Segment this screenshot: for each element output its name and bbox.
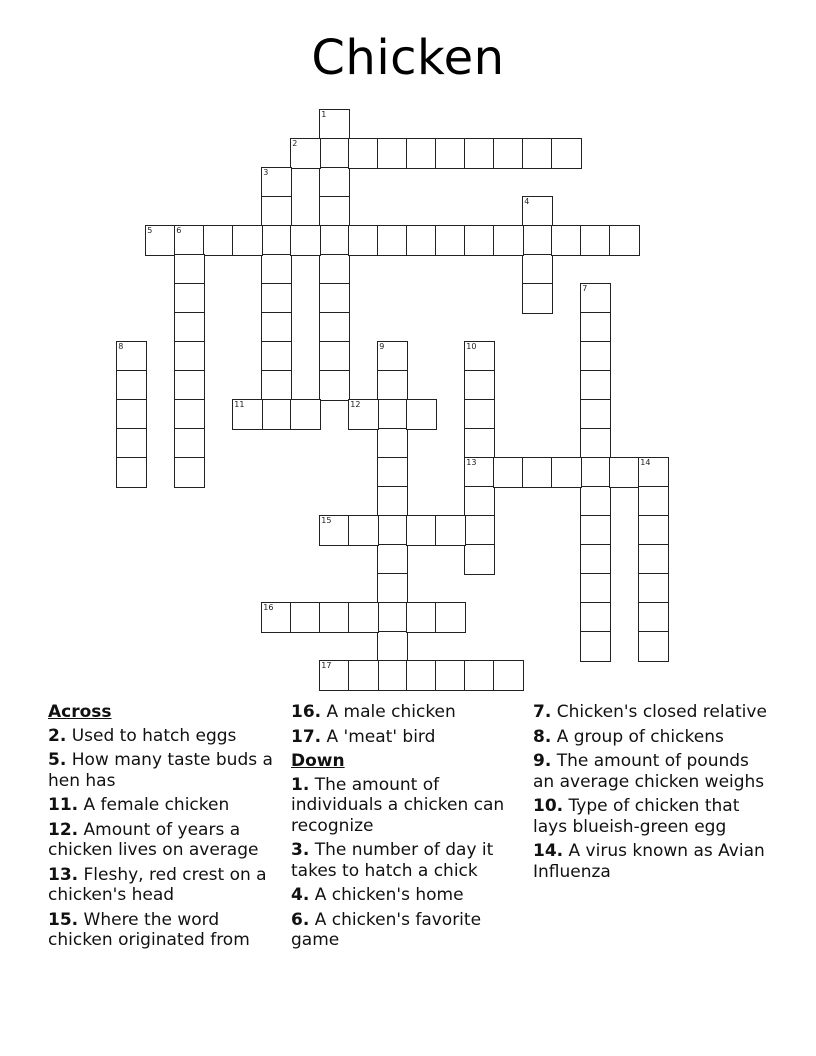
grid-cell[interactable] bbox=[116, 399, 147, 430]
grid-cell[interactable] bbox=[638, 486, 669, 517]
grid-cell[interactable] bbox=[261, 283, 292, 314]
clue-down-3 bbox=[291, 840, 527, 881]
cell-number: 7 bbox=[582, 284, 588, 294]
grid-cell[interactable] bbox=[261, 254, 292, 285]
grid-cell[interactable] bbox=[638, 457, 669, 488]
clue-across-16 bbox=[291, 702, 527, 723]
grid-cell[interactable] bbox=[377, 660, 408, 691]
grid-cell[interactable] bbox=[232, 399, 263, 430]
grid-cell[interactable] bbox=[638, 515, 669, 546]
grid-cell[interactable] bbox=[116, 370, 147, 401]
grid-cell[interactable] bbox=[493, 457, 524, 488]
grid-cell[interactable] bbox=[377, 573, 408, 604]
grid-cell[interactable] bbox=[464, 399, 495, 430]
grid-cell[interactable] bbox=[580, 312, 611, 343]
clue-number: 6. bbox=[291, 909, 310, 930]
grid-cell[interactable] bbox=[493, 225, 524, 256]
clue-across-5 bbox=[48, 750, 284, 791]
grid-cell[interactable] bbox=[406, 515, 437, 546]
grid-cell[interactable] bbox=[464, 225, 495, 256]
cell-number: 8 bbox=[118, 342, 124, 352]
clue-number: 11. bbox=[48, 795, 79, 815]
grid-cell[interactable] bbox=[464, 486, 495, 517]
grid-cell[interactable] bbox=[377, 486, 408, 517]
grid-cell[interactable] bbox=[319, 283, 350, 314]
grid-cell[interactable] bbox=[522, 457, 553, 488]
cell-number: 2 bbox=[292, 139, 298, 149]
clue-number: 2. bbox=[48, 725, 67, 746]
grid-cell[interactable] bbox=[435, 660, 466, 691]
cell-number: 9 bbox=[379, 342, 385, 352]
grid-cell[interactable] bbox=[319, 109, 350, 140]
cell-number: 14 bbox=[640, 458, 651, 468]
grid-cell[interactable] bbox=[406, 225, 437, 256]
clue-down-1 bbox=[291, 775, 527, 837]
grid-cell[interactable] bbox=[319, 660, 350, 691]
clue-text: The amount of individuals a chicken can recognize bbox=[291, 774, 505, 836]
clue-number: 16. bbox=[291, 702, 322, 722]
grid-cell[interactable] bbox=[319, 515, 350, 546]
grid-cell[interactable] bbox=[261, 167, 292, 198]
grid-cell[interactable] bbox=[290, 399, 321, 430]
puzzle-title: Chicken bbox=[311, 30, 505, 86]
grid-cell[interactable] bbox=[377, 631, 408, 662]
grid-cell[interactable] bbox=[203, 225, 234, 256]
grid-cell[interactable] bbox=[464, 370, 495, 401]
grid-cell[interactable] bbox=[377, 370, 408, 401]
clue-across-15 bbox=[48, 910, 284, 951]
grid-cell[interactable] bbox=[261, 602, 292, 633]
clue-text: A chicken's home bbox=[309, 885, 464, 905]
grid-cell[interactable] bbox=[377, 457, 408, 488]
clue-text: The amount of pounds an average chicken weighs bbox=[533, 751, 765, 792]
clue-text: The number of day it takes to hatch a chick bbox=[291, 840, 494, 881]
clues-column-3 bbox=[533, 702, 773, 886]
clue-number: 17. bbox=[291, 726, 322, 747]
grid-cell[interactable] bbox=[116, 428, 147, 459]
grid-cell[interactable] bbox=[377, 138, 408, 169]
cell-number: 17 bbox=[321, 661, 332, 671]
grid-cell[interactable] bbox=[145, 225, 176, 256]
grid-cell[interactable] bbox=[435, 602, 466, 633]
clue-number: 3. bbox=[291, 840, 310, 860]
grid-cell[interactable] bbox=[580, 399, 611, 430]
grid-cell[interactable] bbox=[580, 225, 611, 256]
clue-text: A group of chickens bbox=[551, 726, 724, 747]
clue-number: 7. bbox=[533, 702, 552, 722]
grid-cell[interactable] bbox=[522, 225, 553, 256]
grid-cell[interactable] bbox=[319, 312, 350, 343]
clue-number: 15. bbox=[48, 909, 79, 930]
clue-across-11 bbox=[48, 795, 284, 816]
clue-number: 1. bbox=[291, 774, 310, 795]
cell-number: 3 bbox=[263, 168, 269, 178]
clue-text: A male chicken bbox=[321, 702, 456, 722]
grid-cell[interactable] bbox=[319, 167, 350, 198]
grid-cell[interactable] bbox=[464, 457, 495, 488]
grid-cell[interactable] bbox=[580, 515, 611, 546]
grid-cell[interactable] bbox=[377, 544, 408, 575]
grid-cell[interactable] bbox=[116, 457, 147, 488]
grid-cell[interactable] bbox=[377, 428, 408, 459]
grid-cell[interactable] bbox=[522, 196, 553, 227]
grid-cell[interactable] bbox=[319, 370, 350, 401]
grid-cell[interactable] bbox=[464, 515, 495, 546]
grid-cell[interactable] bbox=[464, 660, 495, 691]
clue-text: Amount of years a chicken lives on average bbox=[48, 819, 259, 860]
grid-cell[interactable] bbox=[580, 283, 611, 314]
clue-number: 13. bbox=[48, 864, 79, 885]
grid-cell[interactable] bbox=[290, 225, 321, 256]
grid-cell[interactable] bbox=[377, 399, 408, 430]
clue-down-7 bbox=[533, 702, 773, 723]
cell-number: 6 bbox=[176, 226, 182, 236]
grid-cell[interactable] bbox=[580, 602, 611, 633]
clues-column-2 bbox=[291, 702, 527, 955]
across-heading: Across bbox=[48, 702, 112, 722]
clue-across-17 bbox=[291, 727, 527, 748]
grid-cell[interactable] bbox=[377, 225, 408, 256]
grid-cell[interactable] bbox=[580, 573, 611, 604]
grid-cell[interactable] bbox=[174, 428, 205, 459]
grid-cell[interactable] bbox=[116, 341, 147, 372]
grid-cell[interactable] bbox=[551, 138, 582, 169]
grid-cell[interactable] bbox=[406, 138, 437, 169]
clue-across-2 bbox=[48, 726, 284, 747]
grid-cell[interactable] bbox=[464, 341, 495, 372]
clue-number: 9. bbox=[533, 751, 552, 771]
grid-cell[interactable] bbox=[261, 399, 292, 430]
clue-number: 10. bbox=[533, 796, 564, 816]
grid-cell[interactable] bbox=[290, 138, 321, 169]
grid-cell[interactable] bbox=[261, 341, 292, 372]
grid-cell[interactable] bbox=[638, 602, 669, 633]
grid-cell[interactable] bbox=[435, 515, 466, 546]
clue-down-8 bbox=[533, 727, 773, 748]
grid-cell[interactable] bbox=[580, 544, 611, 575]
grid-cell[interactable] bbox=[174, 370, 205, 401]
grid-cell[interactable] bbox=[377, 515, 408, 546]
grid-cell[interactable] bbox=[464, 544, 495, 575]
grid-cell[interactable] bbox=[493, 138, 524, 169]
grid-cell[interactable] bbox=[319, 341, 350, 372]
grid-cell[interactable] bbox=[580, 370, 611, 401]
grid-cell[interactable] bbox=[348, 660, 379, 691]
clue-text: Used to hatch eggs bbox=[66, 725, 237, 746]
grid-cell[interactable] bbox=[319, 602, 350, 633]
grid-cell[interactable] bbox=[551, 225, 582, 256]
crossword-grid bbox=[117, 110, 697, 700]
grid-cell[interactable] bbox=[174, 457, 205, 488]
cell-number: 5 bbox=[147, 226, 153, 236]
cell-number: 12 bbox=[350, 400, 361, 410]
grid-cell[interactable] bbox=[522, 138, 553, 169]
grid-cell[interactable] bbox=[638, 573, 669, 604]
clue-down-4 bbox=[291, 885, 527, 906]
grid-cell[interactable] bbox=[261, 196, 292, 227]
cell-number: 13 bbox=[466, 458, 477, 468]
grid-cell[interactable] bbox=[435, 138, 466, 169]
grid-cell[interactable] bbox=[319, 225, 350, 256]
grid-cell[interactable] bbox=[580, 631, 611, 662]
cell-number: 10 bbox=[466, 342, 477, 352]
cell-number: 11 bbox=[234, 400, 245, 410]
grid-cell[interactable] bbox=[348, 515, 379, 546]
grid-cell[interactable] bbox=[261, 312, 292, 343]
clue-text: A 'meat' bird bbox=[321, 726, 436, 747]
clue-text: Type of chicken that lays blueish-green egg bbox=[533, 796, 740, 837]
grid-cell[interactable] bbox=[580, 457, 611, 488]
grid-cell[interactable] bbox=[493, 660, 524, 691]
grid-cell[interactable] bbox=[319, 254, 350, 285]
grid-cell[interactable] bbox=[319, 196, 350, 227]
grid-cell[interactable] bbox=[348, 138, 379, 169]
clue-text: Where the word chicken originated from bbox=[48, 909, 250, 950]
clue-text: How many taste buds a hen has bbox=[48, 750, 273, 791]
grid-cell[interactable] bbox=[174, 225, 205, 256]
grid-cell[interactable] bbox=[348, 602, 379, 633]
clue-across-12 bbox=[48, 820, 284, 861]
grid-cell[interactable] bbox=[609, 225, 640, 256]
grid-cell[interactable] bbox=[348, 225, 379, 256]
clue-text: Chicken's closed relative bbox=[551, 702, 767, 722]
clue-text: A virus known as Avian Influenza bbox=[533, 841, 765, 882]
clue-text: Fleshy, red crest on a chicken's head bbox=[48, 864, 267, 905]
clue-down-9 bbox=[533, 751, 773, 792]
grid-cell[interactable] bbox=[551, 457, 582, 488]
cell-number: 1 bbox=[321, 110, 327, 120]
grid-cell[interactable] bbox=[464, 138, 495, 169]
grid-cell[interactable] bbox=[638, 631, 669, 662]
clue-down-10 bbox=[533, 796, 773, 837]
grid-cell[interactable] bbox=[406, 660, 437, 691]
grid-cell[interactable] bbox=[406, 399, 437, 430]
grid-cell[interactable] bbox=[464, 428, 495, 459]
grid-cell[interactable] bbox=[435, 225, 466, 256]
grid-cell[interactable] bbox=[261, 370, 292, 401]
grid-cell[interactable] bbox=[174, 399, 205, 430]
clue-number: 4. bbox=[291, 885, 310, 905]
grid-cell[interactable] bbox=[638, 544, 669, 575]
clue-number: 5. bbox=[48, 750, 67, 770]
grid-cell[interactable] bbox=[174, 341, 205, 372]
grid-cell[interactable] bbox=[174, 283, 205, 314]
clue-down-14 bbox=[533, 841, 773, 882]
grid-cell[interactable] bbox=[522, 254, 553, 285]
grid-cell[interactable] bbox=[406, 602, 437, 633]
grid-cell[interactable] bbox=[580, 428, 611, 459]
grid-cell[interactable] bbox=[348, 399, 379, 430]
down-heading: Down bbox=[291, 751, 345, 771]
clue-down-6 bbox=[291, 910, 527, 951]
grid-cell[interactable] bbox=[522, 283, 553, 314]
cell-number: 16 bbox=[263, 603, 274, 613]
grid-cell[interactable] bbox=[580, 486, 611, 517]
clue-number: 8. bbox=[533, 726, 552, 747]
grid-cell[interactable] bbox=[174, 254, 205, 285]
grid-cell[interactable] bbox=[290, 602, 321, 633]
cell-number: 15 bbox=[321, 516, 332, 526]
cell-number: 4 bbox=[524, 197, 530, 207]
grid-cell[interactable] bbox=[319, 138, 350, 169]
clue-text: A chicken's favorite game bbox=[291, 909, 482, 950]
grid-cell[interactable] bbox=[232, 225, 263, 256]
clues-column-1 bbox=[48, 702, 284, 955]
grid-cell[interactable] bbox=[377, 602, 408, 633]
grid-cell[interactable] bbox=[377, 341, 408, 372]
clue-across-13 bbox=[48, 865, 284, 906]
clue-text: A female chicken bbox=[78, 795, 230, 815]
clue-number: 14. bbox=[533, 841, 564, 861]
grid-cell[interactable] bbox=[174, 312, 205, 343]
grid-cell[interactable] bbox=[580, 341, 611, 372]
clue-number: 12. bbox=[48, 819, 79, 840]
grid-cell[interactable] bbox=[261, 225, 292, 256]
grid-cell[interactable] bbox=[609, 457, 640, 488]
